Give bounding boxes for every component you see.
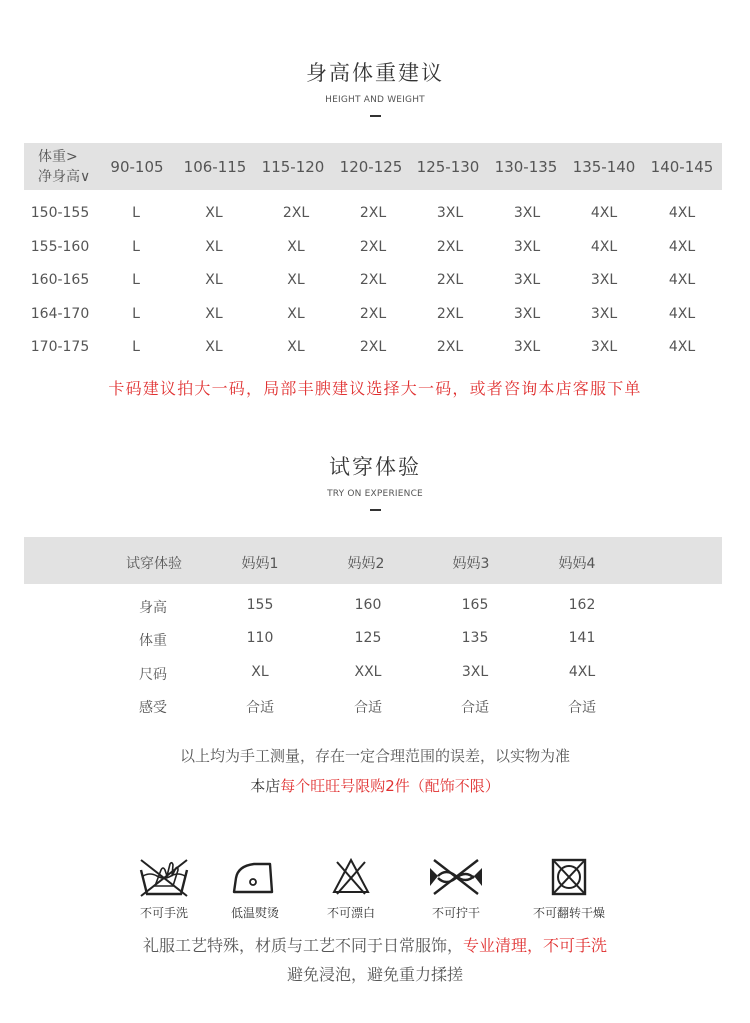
size-cell: XL — [205, 238, 223, 255]
try-cell: 4XL — [568, 663, 596, 680]
weight-header: 120-125 — [339, 158, 403, 176]
size-cell: 3XL — [513, 305, 541, 322]
table-row — [24, 331, 722, 365]
size-cell: 4XL — [590, 205, 618, 221]
size-cell: 3XL — [590, 339, 618, 355]
size-cell: XL — [287, 272, 305, 288]
try-row-label: 体重 — [139, 633, 167, 650]
care-label: 不可翻转干燥 — [532, 906, 605, 920]
care-item-no-bleach — [301, 856, 401, 921]
try-cell: 125 — [354, 630, 382, 647]
care-warning-highlight: 专业清理，不可手洗 — [463, 936, 608, 955]
try-table-header — [24, 537, 722, 584]
size-cell: 2XL — [359, 272, 387, 288]
size-cell: XL — [205, 272, 223, 288]
try-row-label: 尺码 — [139, 666, 167, 683]
try-cell: XXL — [354, 663, 382, 680]
size-cell: 4XL — [668, 305, 696, 322]
size-cell: XL — [205, 339, 223, 355]
size-cell: 4XL — [668, 205, 696, 221]
try-cell: 合适 — [246, 699, 274, 716]
care-item-no-wring — [406, 856, 506, 921]
try-header-cell: 妈妈3 — [452, 556, 490, 572]
corner-weight-label: 体重> — [38, 149, 78, 165]
try-cell: 合适 — [461, 699, 489, 716]
size-section-header — [0, 57, 750, 117]
care-label: 低温熨烫 — [230, 906, 279, 920]
no-wring-icon — [426, 856, 486, 898]
size-cell: 3XL — [590, 305, 618, 322]
try-cell: 141 — [568, 630, 596, 647]
care-item-no-hand-wash — [114, 856, 214, 921]
low-temp-iron-icon — [230, 856, 280, 898]
measurement-note: 以上均为手工测量，存在一定合理范围的误差，以实物为准 — [179, 747, 570, 765]
try-cell: XL — [251, 663, 269, 680]
height-cell: 155-160 — [30, 238, 90, 255]
try-header-cell: 妈妈2 — [347, 556, 385, 572]
try-section-title: 试穿体验 — [329, 455, 421, 479]
height-cell: 170-175 — [30, 339, 90, 355]
try-row-label: 身高 — [139, 600, 167, 616]
size-cell: XL — [287, 238, 305, 255]
try-header-cell: 妈妈1 — [241, 556, 279, 572]
try-cell: 110 — [246, 630, 274, 647]
table-row — [24, 298, 722, 332]
height-cell: 160-165 — [30, 272, 90, 288]
weight-header: 115-120 — [261, 158, 325, 176]
height-cell: 150-155 — [30, 205, 90, 221]
size-cell: 4XL — [668, 238, 696, 255]
height-cell: 164-170 — [30, 305, 90, 322]
size-cell: 3XL — [513, 238, 541, 255]
no-bleach-icon — [331, 856, 371, 898]
table-row — [24, 197, 722, 231]
try-header-cell: 妈妈4 — [558, 556, 596, 572]
try-header-cell: 试穿体验 — [126, 556, 182, 572]
no-tumble-dry-icon — [549, 856, 589, 898]
size-cell: 3XL — [590, 272, 618, 288]
weight-header: 135-140 — [572, 158, 636, 176]
size-cell: 2XL — [359, 339, 387, 355]
size-cell: 3XL — [513, 205, 541, 221]
table-row — [24, 589, 722, 622]
corner-height-label: 净身高∨ — [38, 169, 91, 185]
size-cell: 4XL — [668, 339, 696, 355]
size-cell: XL — [205, 305, 223, 322]
table-row — [24, 622, 722, 655]
care-warning-text: 礼服工艺特殊，材质与工艺不同于日常服饰， — [142, 936, 463, 955]
size-table — [24, 143, 722, 365]
size-cell: 4XL — [590, 238, 618, 255]
table-row — [24, 264, 722, 298]
size-section-subtitle: HEIGHT AND WEIGHT — [325, 95, 425, 105]
size-section-title: 身高体重建议 — [306, 61, 444, 85]
size-cell: 2XL — [282, 205, 310, 221]
weight-header: 90-105 — [110, 158, 164, 176]
table-row — [24, 656, 722, 689]
try-cell: 合适 — [354, 699, 382, 716]
care-item-no-tumble-dry — [519, 856, 619, 921]
size-cell: XL — [287, 305, 305, 322]
size-cell: 3XL — [436, 205, 464, 221]
size-advice-note: 卡码建议拍大一码，局部丰腴建议选择大一码，或者咨询本店客服下单 — [108, 379, 642, 398]
care-item-low-temp-iron — [205, 856, 305, 921]
try-section-subtitle: TRY ON EXPERIENCE — [327, 489, 423, 499]
weight-header: 140-145 — [650, 158, 714, 176]
size-cell: L — [132, 205, 140, 221]
purchase-limit-note — [0, 775, 750, 796]
care-warning-line1 — [0, 933, 750, 956]
size-cell: 3XL — [513, 272, 541, 288]
title-divider — [370, 115, 381, 117]
size-cell: L — [132, 272, 140, 288]
try-cell: 135 — [461, 630, 489, 647]
size-cell: 2XL — [359, 238, 387, 255]
table-row — [24, 231, 722, 265]
size-cell: L — [132, 238, 140, 255]
size-table-corner — [38, 147, 90, 187]
care-label: 不可漂白 — [326, 906, 375, 920]
size-cell: L — [132, 305, 140, 322]
size-cell: 2XL — [359, 205, 387, 221]
care-warning-line2: 避免浸泡，避免重力揉搓 — [286, 965, 463, 984]
size-cell: 2XL — [436, 339, 464, 355]
purchase-limit-highlight: 每个旺旺号限购2件（配饰不限） — [280, 777, 500, 795]
size-cell: 4XL — [668, 272, 696, 288]
try-cell: 160 — [354, 597, 382, 613]
try-cell: 155 — [246, 597, 274, 613]
purchase-limit-prefix: 本店 — [250, 777, 281, 795]
size-cell: 2XL — [359, 305, 387, 322]
size-cell: XL — [205, 205, 223, 221]
try-row-label: 感受 — [139, 699, 167, 716]
weight-header: 106-115 — [183, 158, 247, 176]
try-cell: 162 — [568, 597, 596, 613]
table-row — [24, 689, 722, 722]
try-cell: 165 — [461, 597, 489, 613]
title-divider — [370, 509, 381, 511]
weight-header: 125-130 — [416, 158, 480, 176]
try-cell: 3XL — [461, 663, 489, 680]
try-on-table — [24, 537, 722, 722]
no-hand-wash-icon — [137, 856, 191, 898]
size-cell: 2XL — [436, 272, 464, 288]
size-cell: L — [132, 339, 140, 355]
size-cell: 2XL — [436, 238, 464, 255]
care-label: 不可手洗 — [139, 906, 188, 920]
size-table-header — [24, 143, 722, 190]
care-label: 不可拧干 — [431, 906, 480, 920]
size-cell: 3XL — [513, 339, 541, 355]
try-section-header — [0, 451, 750, 511]
weight-header: 130-135 — [494, 158, 558, 176]
size-cell: XL — [287, 339, 305, 355]
try-cell: 合适 — [568, 699, 596, 716]
size-cell: 2XL — [436, 305, 464, 322]
